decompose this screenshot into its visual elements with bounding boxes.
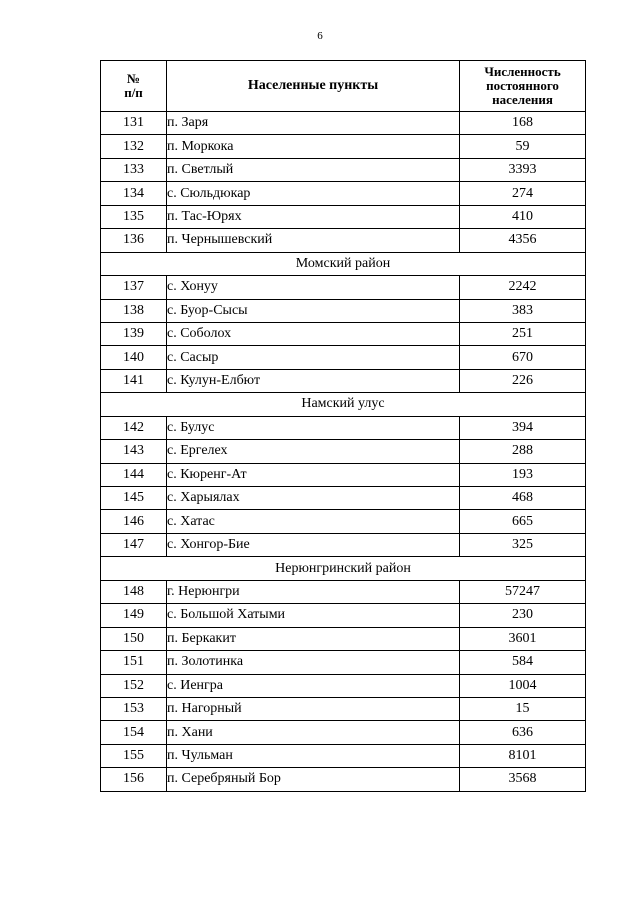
row-number: 152 [101,674,167,697]
table-row [101,627,586,650]
row-number: 149 [101,604,167,627]
row-number: 146 [101,510,167,533]
settlement-name: с. Хатас [167,510,460,533]
row-number: 139 [101,322,167,345]
settlement-name: с. Ергелех [167,440,460,463]
row-number: 142 [101,416,167,439]
population-value: 15 [460,697,586,720]
row-number: 155 [101,744,167,767]
table-row [101,440,586,463]
table-row [101,487,586,510]
settlement-name: п. Моркока [167,135,460,158]
population-value: 4356 [460,229,586,252]
settlement-name: с. Хонуу [167,276,460,299]
table-row [101,369,586,392]
table-row [101,322,586,345]
section-row [101,557,586,580]
population-value: 665 [460,510,586,533]
settlement-name: с. Кулун-Елбют [167,369,460,392]
table-row [101,346,586,369]
table-row [101,112,586,135]
population-value: 2242 [460,276,586,299]
settlement-name: с. Большой Хатыми [167,604,460,627]
row-number: 136 [101,229,167,252]
population-value: 226 [460,369,586,392]
settlement-name: п. Заря [167,112,460,135]
table-row [101,463,586,486]
section-row [101,252,586,275]
row-number: 153 [101,697,167,720]
table-row [101,510,586,533]
population-value: 168 [460,112,586,135]
row-number: 141 [101,369,167,392]
population-value: 59 [460,135,586,158]
row-number: 151 [101,651,167,674]
table-row [101,182,586,205]
population-value: 584 [460,651,586,674]
table-row [101,135,586,158]
section-title: Момский район [101,252,586,275]
table-row [101,158,586,181]
row-number: 140 [101,346,167,369]
settlement-name: п. Светлый [167,158,460,181]
table-row [101,651,586,674]
population-value: 1004 [460,674,586,697]
row-number: 148 [101,580,167,603]
settlement-name: п. Чернышевский [167,229,460,252]
settlement-name: с. Соболох [167,322,460,345]
table-row [101,299,586,322]
settlement-name: п. Хани [167,721,460,744]
table-row [101,533,586,556]
population-value: 8101 [460,744,586,767]
population-value: 670 [460,346,586,369]
population-value: 468 [460,487,586,510]
row-number: 156 [101,768,167,791]
table-row [101,416,586,439]
table-row [101,744,586,767]
population-value: 274 [460,182,586,205]
settlement-name: п. Нагорный [167,697,460,720]
settlement-name: с. Кюренг-Ат [167,463,460,486]
header-population: Численность постоянного населения [460,61,586,112]
population-value: 3568 [460,768,586,791]
table-row [101,768,586,791]
row-number: 143 [101,440,167,463]
settlement-name: с. Сюльдюкар [167,182,460,205]
row-number: 132 [101,135,167,158]
population-value: 325 [460,533,586,556]
row-number: 145 [101,487,167,510]
table-header-row [101,61,586,112]
population-value: 636 [460,721,586,744]
population-value: 383 [460,299,586,322]
page-number: 6 [317,30,323,42]
population-value: 193 [460,463,586,486]
settlement-name: п. Золотинка [167,651,460,674]
table-row [101,229,586,252]
population-value: 410 [460,205,586,228]
population-table [100,60,586,792]
row-number: 135 [101,205,167,228]
table-row [101,674,586,697]
settlement-name: с. Хонгор-Бие [167,533,460,556]
row-number: 131 [101,112,167,135]
population-value: 394 [460,416,586,439]
section-title: Намский улус [101,393,586,416]
table-row [101,580,586,603]
table-row [101,604,586,627]
table-row [101,276,586,299]
row-number: 138 [101,299,167,322]
row-number: 147 [101,533,167,556]
settlement-name: с. Булус [167,416,460,439]
settlement-name: с. Буор-Сысы [167,299,460,322]
row-number: 137 [101,276,167,299]
section-title: Нерюнгринский район [101,557,586,580]
settlement-name: г. Нерюнгри [167,580,460,603]
table-row [101,721,586,744]
row-number: 133 [101,158,167,181]
population-value: 3601 [460,627,586,650]
row-number: 144 [101,463,167,486]
population-value: 251 [460,322,586,345]
settlement-name: с. Сасыр [167,346,460,369]
population-value: 230 [460,604,586,627]
settlement-name: с. Харыялах [167,487,460,510]
row-number: 150 [101,627,167,650]
section-row [101,393,586,416]
settlement-name: п. Тас-Юрях [167,205,460,228]
settlement-name: п. Беркакит [167,627,460,650]
settlement-name: п. Чульман [167,744,460,767]
table-body [101,112,586,792]
settlement-name: п. Серебряный Бор [167,768,460,791]
table-row [101,205,586,228]
row-number: 154 [101,721,167,744]
population-value: 288 [460,440,586,463]
header-settlements: Населенные пункты [167,61,460,112]
population-value: 3393 [460,158,586,181]
header-number: № п/п [101,61,167,112]
settlement-name: с. Иенгра [167,674,460,697]
row-number: 134 [101,182,167,205]
population-value: 57247 [460,580,586,603]
table-row [101,697,586,720]
